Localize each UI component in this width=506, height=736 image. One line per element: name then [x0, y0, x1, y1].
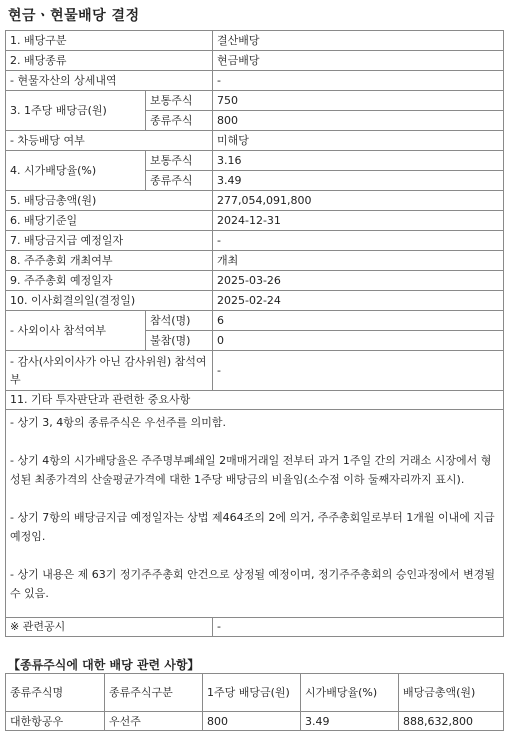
cell-share-class: 우선주	[105, 712, 203, 731]
agm-date-label: 9. 주주총회 예정일자	[6, 271, 213, 291]
table-row	[6, 91, 504, 111]
dividend-kind-label: 2. 배당종류	[6, 51, 213, 71]
dps-common-value: 750	[213, 91, 504, 111]
table-row	[6, 712, 504, 731]
table-row	[6, 51, 504, 71]
absent-value: 0	[213, 331, 504, 351]
dividend-kind-value: 현금배당	[213, 51, 504, 71]
table-row	[6, 131, 504, 151]
yield-preferred-value: 3.49	[213, 171, 504, 191]
table-row	[6, 31, 504, 51]
in-kind-detail-label: - 현물자산의 상세내역	[6, 71, 213, 91]
table-row	[6, 351, 504, 391]
agm-held-label: 8. 주주총회 개최여부	[6, 251, 213, 271]
note-3: - 상기 7항의 배당금지급 예정일자는 상법 제464조의 2에 의거, 주주총회일로부터 1개월 이내에 지급 예정임.	[10, 511, 495, 543]
header-share-name: 종류주식명	[6, 674, 105, 712]
cell-yield: 3.49	[301, 712, 399, 731]
agm-date-value: 2025-03-26	[213, 271, 504, 291]
page-title: 현금ㆍ현물배당 결정	[8, 8, 140, 24]
present-value: 6	[213, 311, 504, 331]
table-row	[6, 231, 504, 251]
auditor-attendance-value: -	[213, 351, 504, 391]
yield-label: 4. 시가배당율(%)	[6, 151, 146, 191]
dps-preferred-value: 800	[213, 111, 504, 131]
dps-label: 3. 1주당 배당금(원)	[6, 91, 146, 131]
payment-date-label: 7. 배당금지급 예정일자	[6, 231, 213, 251]
note-1: - 상기 3, 4항의 종류주식은 우선주를 의미함.	[10, 416, 226, 429]
header-dps: 1주당 배당금(원)	[203, 674, 301, 712]
dividend-decision-table	[5, 30, 504, 637]
section-title: 【종류주식에 대한 배당 관련 사항】	[8, 658, 200, 672]
table-row	[6, 311, 504, 331]
related-disclosure-value: -	[213, 618, 504, 637]
header-yield: 시가배당율(%)	[301, 674, 399, 712]
dps-common-label: 보통주식	[146, 91, 213, 111]
table-row	[6, 151, 504, 171]
other-matters-notes	[6, 410, 504, 618]
table-row	[6, 271, 504, 291]
absent-label: 불참(명)	[146, 331, 213, 351]
total-dividend-label: 5. 배당금총액(원)	[6, 191, 213, 211]
total-dividend-value: 277,054,091,800	[213, 191, 504, 211]
agm-held-value: 개최	[213, 251, 504, 271]
yield-common-label: 보통주식	[146, 151, 213, 171]
table-header-row	[6, 674, 504, 712]
cell-dps: 800	[203, 712, 301, 731]
table-row	[6, 211, 504, 231]
table-row	[6, 191, 504, 211]
header-total: 배당금총액(원)	[399, 674, 504, 712]
table-row	[6, 410, 504, 618]
board-resolution-label: 10. 이사회결의일(결정일)	[6, 291, 213, 311]
cell-share-name: 대한항공우	[6, 712, 105, 731]
auditor-attendance-label: - 감사(사외이사가 아닌 감사위원) 참석여부	[6, 351, 213, 391]
preferred-dividend-table	[5, 673, 504, 731]
dividend-type-label: 1. 배당구분	[6, 31, 213, 51]
note-4: - 상기 내용은 제 63기 정기주주총회 안건으로 상정될 예정이며, 정기주주총회의 승인과정에서 변경될 수 있음.	[10, 568, 495, 600]
table-row	[6, 391, 504, 410]
differential-dividend-value: 미해당	[213, 131, 504, 151]
board-resolution-value: 2025-02-24	[213, 291, 504, 311]
cell-total: 888,632,800	[399, 712, 504, 731]
table-row	[6, 251, 504, 271]
yield-preferred-label: 종류주식	[146, 171, 213, 191]
outside-directors-label: - 사외이사 참석여부	[6, 311, 146, 351]
record-date-label: 6. 배당기준일	[6, 211, 213, 231]
table-row	[6, 618, 504, 637]
table-row	[6, 291, 504, 311]
table-row	[6, 71, 504, 91]
header-share-class: 종류주식구분	[105, 674, 203, 712]
present-label: 참석(명)	[146, 311, 213, 331]
other-matters-label: 11. 기타 투자판단과 관련한 중요사항	[6, 391, 504, 410]
differential-dividend-label: - 차등배당 여부	[6, 131, 213, 151]
note-2: - 상기 4항의 시가배당율은 주주명부폐쇄일 2매매거래일 전부터 과거 1주일 간의 거래소 시장에서 형성된 최종가격의 산술평균가격에 대한 1주당 배당금의 비율임(소수점 이하 둘째자리까지 표시).	[10, 454, 492, 486]
in-kind-detail-value: -	[213, 71, 504, 91]
dividend-type-value: 결산배당	[213, 31, 504, 51]
dps-preferred-label: 종류주식	[146, 111, 213, 131]
payment-date-value: -	[213, 231, 504, 251]
related-disclosure-label: ※ 관련공시	[6, 618, 213, 637]
record-date-value: 2024-12-31	[213, 211, 504, 231]
yield-common-value: 3.16	[213, 151, 504, 171]
